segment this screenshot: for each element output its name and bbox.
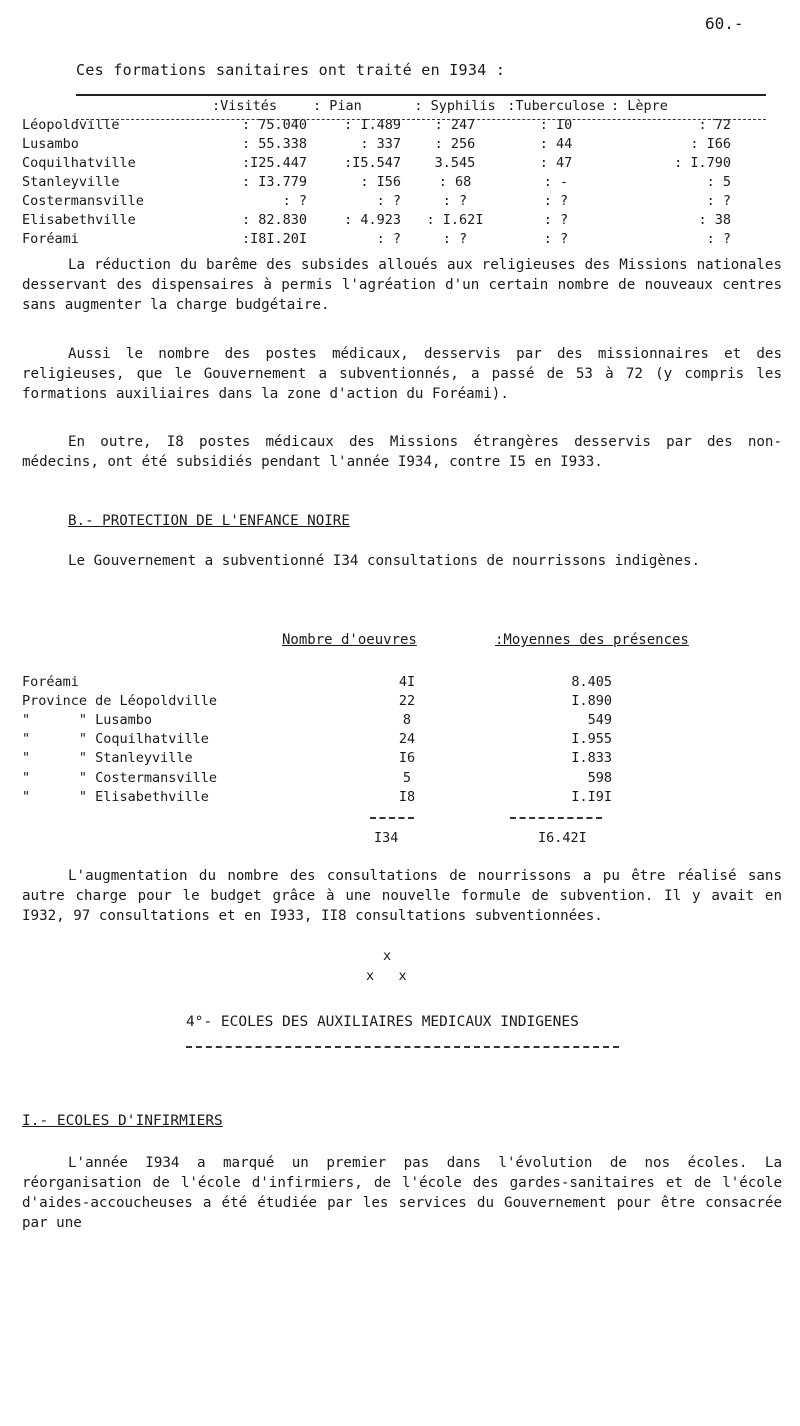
syphilis-cell: : ? <box>442 192 468 209</box>
pian-cell: : I56 <box>360 173 401 190</box>
paragraph-bareme <box>22 255 782 315</box>
separator-x-bottom: x x <box>366 968 407 984</box>
table1-row <box>22 153 741 172</box>
oeuvres-cell: 5 <box>402 769 412 786</box>
header-pian: : Pian <box>313 97 362 114</box>
table1-row <box>22 210 741 229</box>
oeuvres-cell: I6 <box>398 750 416 767</box>
intro-line: Ces formations sanitaires ont traité en I934 : <box>76 61 506 79</box>
presences-cell: I.833 <box>571 750 612 767</box>
table2-row <box>22 768 612 787</box>
tuberculose-cell: : ? <box>543 211 569 228</box>
section-b-heading <box>22 511 782 531</box>
separator-x-top: x <box>383 948 392 964</box>
page-number: 60.- <box>705 14 744 33</box>
table1-header-row <box>22 96 741 115</box>
syphilis-cell: : ? <box>442 230 468 247</box>
syphilis-cell: : 247 <box>434 116 476 133</box>
total-oeuvres-dash <box>370 817 414 819</box>
province-cell: " " Elisabethville <box>22 788 209 805</box>
visites-cell: : 82.830 <box>241 211 307 228</box>
place-cell: Stanleyville <box>22 173 120 190</box>
lepre-cell: : ? <box>706 192 731 209</box>
syphilis-cell: : 256 <box>434 135 476 152</box>
pian-cell: : ? <box>376 230 401 247</box>
header-presences: :Moyennes des présences <box>495 632 689 648</box>
lepre-cell: : I.790 <box>674 154 731 171</box>
section-b-title: B.- PROTECTION DE L'ENFANCE NOIRE <box>68 513 350 529</box>
oeuvres-cell: 24 <box>398 731 416 748</box>
consultations-table <box>22 672 612 806</box>
lepre-cell: : ? <box>706 230 731 247</box>
paragraph-ecoles-text: L'année I934 a marqué un premier pas dans l'évolution de nos écoles. La réorganisation de l'école d'infirmiers, de l'école des gardes-sanitaires et de l'école d'aides-accoucheuses a été étudiée par les services du Gouvernement pour être consacrée par une <box>22 1155 782 1231</box>
province-cell: Province de Léopoldville <box>22 692 218 709</box>
place-cell: Coquilhatville <box>22 154 136 171</box>
visites-cell: :I8I.20I <box>241 230 307 247</box>
place-cell: Costermansville <box>22 192 144 209</box>
paragraph-augmentation-text: L'augmentation du nombre des consultations de nourrissons a pu être réalisé sans autre charge pour le budget grâce à une nouvelle formule de subvention. Il y avait en I932, 97 consultations et en I933, II8 consultations subventionnées. <box>22 868 782 924</box>
header-visites: :Visités <box>212 97 278 114</box>
table1-row <box>22 115 741 134</box>
tuberculose-cell: : 44 <box>539 135 573 152</box>
tuberculose-cell: : - <box>543 173 569 190</box>
table2-row <box>22 710 612 729</box>
table1-row <box>22 191 741 210</box>
lepre-cell: : 72 <box>698 116 731 133</box>
paragraph-gouvernement <box>22 551 782 571</box>
table1-header-dash <box>76 119 766 120</box>
visites-cell: : 55.338 <box>241 135 307 152</box>
paragraph-gouvernement-text: Le Gouvernement a subventionné I34 consultations de nourrissons indigènes. <box>68 553 701 569</box>
oeuvres-cell: I8 <box>398 788 416 805</box>
header-lepre: : Lèpre <box>611 97 668 114</box>
table1-header-blank <box>22 96 212 115</box>
province-cell: " " Lusambo <box>22 711 153 728</box>
lepre-cell: : I66 <box>690 135 731 152</box>
header-syphilis: : Syphilis <box>414 97 496 114</box>
syphilis-cell: : 68 <box>438 173 472 190</box>
pian-cell: : I.489 <box>344 116 401 133</box>
pian-cell: : 4.923 <box>344 211 401 228</box>
presences-cell: I.I9I <box>571 788 612 805</box>
place-cell: Lusambo <box>22 135 79 152</box>
header-oeuvres: Nombre d'oeuvres <box>282 632 417 648</box>
table2-row <box>22 730 612 749</box>
table2-row <box>22 691 612 710</box>
place-cell: Elisabethville <box>22 211 136 228</box>
province-cell: " " Stanleyville <box>22 750 193 767</box>
table1-row <box>22 172 741 191</box>
visites-cell: :I25.447 <box>241 154 307 171</box>
paragraph-postes <box>22 344 782 404</box>
presences-cell: 598 <box>587 769 612 786</box>
tuberculose-cell: : ? <box>543 230 569 247</box>
visites-cell: : ? <box>282 192 307 209</box>
presences-cell: 549 <box>587 711 612 728</box>
total-oeuvres: I34 <box>374 830 399 846</box>
visites-cell: : I3.779 <box>241 173 307 190</box>
place-cell: Foréami <box>22 230 79 247</box>
table2-row <box>22 749 612 768</box>
tuberculose-cell: : 47 <box>539 154 573 171</box>
table2-row <box>22 787 612 806</box>
province-cell: " " Coquilhatville <box>22 731 209 748</box>
pian-cell: :I5.547 <box>344 154 401 171</box>
oeuvres-cell: 4I <box>398 673 416 690</box>
section-4-title: 4°- ECOLES DES AUXILIAIRES MEDICAUX INDIGENES <box>186 1014 579 1030</box>
syphilis-cell: : I.62I <box>426 211 484 228</box>
tuberculose-cell: : ? <box>543 192 569 209</box>
table2-row <box>22 672 612 691</box>
paragraph-ecoles <box>22 1153 782 1233</box>
place-cell: Léopoldville <box>22 116 120 133</box>
tuberculose-cell: : I0 <box>539 116 573 133</box>
header-tuberculose: :Tuberculose <box>507 97 605 114</box>
presences-cell: I.955 <box>571 731 612 748</box>
lepre-cell: : 38 <box>698 211 731 228</box>
syphilis-cell: 3.545 <box>434 154 476 171</box>
paragraph-missions-text: En outre, I8 postes médicaux des Missions étrangères desservis par des non-médecins, ont été subsidiés pendant l'année I934, contre I5 en I933. <box>22 434 782 470</box>
pian-cell: : ? <box>376 192 401 209</box>
section-4-underline <box>186 1046 619 1048</box>
table1-row <box>22 229 741 248</box>
presences-cell: 8.405 <box>571 673 612 690</box>
visites-cell: : 75.040 <box>241 116 307 133</box>
total-presences-dash <box>510 817 602 819</box>
oeuvres-cell: 8 <box>402 711 412 728</box>
province-cell: Foréami <box>22 673 79 690</box>
paragraph-postes-text: Aussi le nombre des postes médicaux, desservis par des missionnaires et des religieuses, que le Gouvernement a subventionnés, a passé de 53 à 72 (y compris les formations auxiliaires dans la zone d'action du Foréami). <box>22 346 782 402</box>
pian-cell: : 337 <box>360 135 401 152</box>
paragraph-bareme-text: La réduction du barême des subsides alloués aux religieuses des Missions nationales desservant des dispensaires à permis l'agréation d'un certain nombre de nouveaux centres sans augmenter la charge budgétaire. <box>22 257 782 313</box>
paragraph-augmentation <box>22 866 782 926</box>
oeuvres-cell: 22 <box>398 692 416 709</box>
presences-cell: I.890 <box>571 692 612 709</box>
paragraph-missions <box>22 432 782 472</box>
total-presences: I6.42I <box>538 830 587 846</box>
province-cell: " " Costermansville <box>22 769 218 786</box>
lepre-cell: : 5 <box>706 173 731 190</box>
table1-row <box>22 134 741 153</box>
section-1-title: I.- ECOLES D'INFIRMIERS <box>22 1113 223 1129</box>
